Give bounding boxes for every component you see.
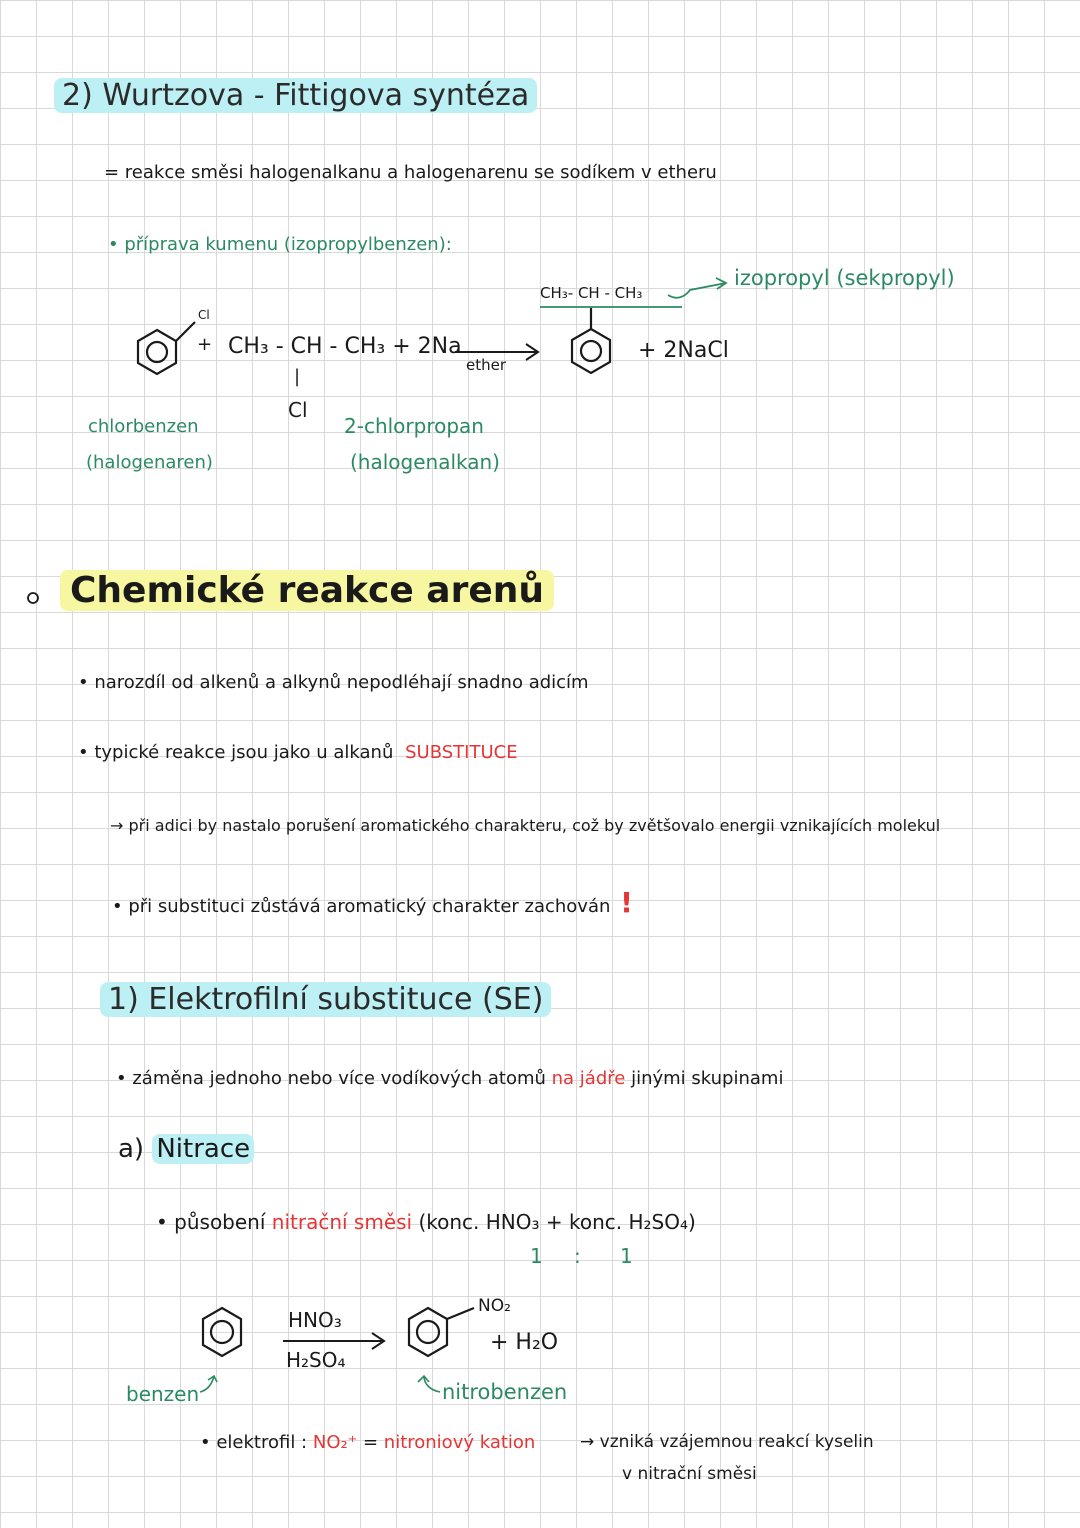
alkane-branch-cl: Cl	[288, 398, 308, 422]
bullet-elektrofil	[200, 1432, 535, 1453]
bullet-aromatic-text: • při substituci zůstává aromatický charakter zachován	[112, 896, 611, 917]
plus-sign-1: +	[197, 334, 213, 355]
bullet-substituce-text: • typické reakce jsou jako u alkanů	[78, 742, 394, 763]
se-definition-red: na jádře	[551, 1068, 626, 1089]
reaction-arrow-nitrace	[283, 1333, 384, 1349]
mix-prefix: • působení	[156, 1210, 266, 1234]
wurtz-title-text: 2) Wurtzova - Fittigova syntéza	[54, 78, 537, 113]
mix-red: nitrační směsi	[271, 1210, 413, 1234]
ratio-right: 1	[620, 1244, 633, 1268]
wurtz-definition: = reakce směsi halogenalkanu a halogenarenu se sodíkem v etheru	[104, 162, 717, 183]
se-definition-suffix: jinými skupinami	[631, 1068, 784, 1089]
benzene-ring-chlorbenzen	[138, 322, 195, 374]
alkane-formula: CH₃ - CH - CH₃ + 2Na	[228, 334, 462, 359]
reakce-title-text: Chemické reakce arenů	[60, 570, 554, 611]
label-nitrobenzen: nitrobenzen	[442, 1380, 568, 1404]
label-benzen: benzen	[126, 1382, 200, 1406]
bullet-se-definition	[116, 1068, 783, 1089]
elektrofil-origin-note-2: v nitrační směsi	[622, 1464, 757, 1484]
keyword-substituce: SUBSTITUCE	[405, 742, 518, 763]
subsection-nitrace	[118, 1134, 254, 1164]
kumen-isopropyl-group: CH₃- CH - CH₃	[540, 284, 643, 302]
elektrofil-prefix: • elektrofil :	[200, 1432, 308, 1453]
nitrace-title: Nitrace	[152, 1134, 254, 1164]
exclamation-mark: !	[620, 886, 633, 919]
section-title-reakce	[60, 570, 554, 611]
elektrofil-equals: =	[362, 1432, 379, 1453]
benzene-ring-kumen	[572, 308, 610, 373]
ratio-colon: :	[574, 1244, 581, 1268]
bullet-adice: • narozdíl od alkenů a alkynů nepodléhají snadno adicím	[78, 672, 589, 693]
alkane-branch-bond: |	[294, 366, 301, 387]
elektrofil-origin-note: → vzniká vzájemnou reakcí kyselin	[580, 1432, 874, 1452]
note-aromatic-character: → při adici by nastalo porušení aromatického charakteru, což by zvětšovalo energii vznikajících molekul	[110, 816, 941, 835]
benzen-label-arrow	[200, 1376, 217, 1392]
izopropyl-note: izopropyl (sekpropyl)	[734, 266, 955, 290]
section-title-wurtz	[54, 78, 537, 113]
label-chlorpropan: 2-chlorpropan	[344, 414, 484, 438]
nitrace-prefix: a)	[118, 1134, 145, 1164]
se-definition-text: • záměna jednoho nebo více vodíkových atomů	[116, 1068, 546, 1089]
elektrofil-formula: NO₂⁺	[312, 1432, 358, 1453]
reagent-hno3: HNO₃	[288, 1308, 342, 1332]
section-bullet-circle	[28, 593, 38, 603]
nitrobenzen-label-arrow	[418, 1376, 440, 1392]
bullet-nitracni-smes	[156, 1210, 696, 1234]
bullet-substituce	[78, 742, 518, 763]
mix-suffix: (konc. HNO₃ + konc. H₂SO₄)	[418, 1210, 696, 1234]
product-water: + H₂O	[490, 1330, 559, 1355]
chlorbenzen-cl-substituent: Cl	[198, 308, 210, 322]
label-halogenalkan: (halogenalkan)	[350, 450, 500, 474]
se-title-text: 1) Elektrofilní substituce (SE)	[100, 982, 551, 1017]
kumen-preparation-label: • příprava kumenu (izopropylbenzen):	[108, 234, 452, 255]
benzene-ring-benzen	[203, 1308, 241, 1356]
label-halogenaren: (halogenaren)	[86, 452, 213, 473]
nitro-group: NO₂	[478, 1296, 511, 1316]
bullet-aromatic-preserved	[112, 886, 633, 919]
product-nacl: + 2NaCl	[638, 338, 729, 363]
ratio-left: 1	[530, 1244, 543, 1268]
section-title-se	[100, 982, 551, 1017]
reagent-h2so4: H₂SO₄	[286, 1348, 346, 1372]
elektrofil-name: nitroniový kation	[383, 1432, 536, 1453]
arrow-label-ether: ether	[466, 356, 507, 374]
label-chlorbenzen: chlorbenzen	[88, 416, 199, 437]
benzene-ring-nitrobenzen	[409, 1308, 474, 1356]
